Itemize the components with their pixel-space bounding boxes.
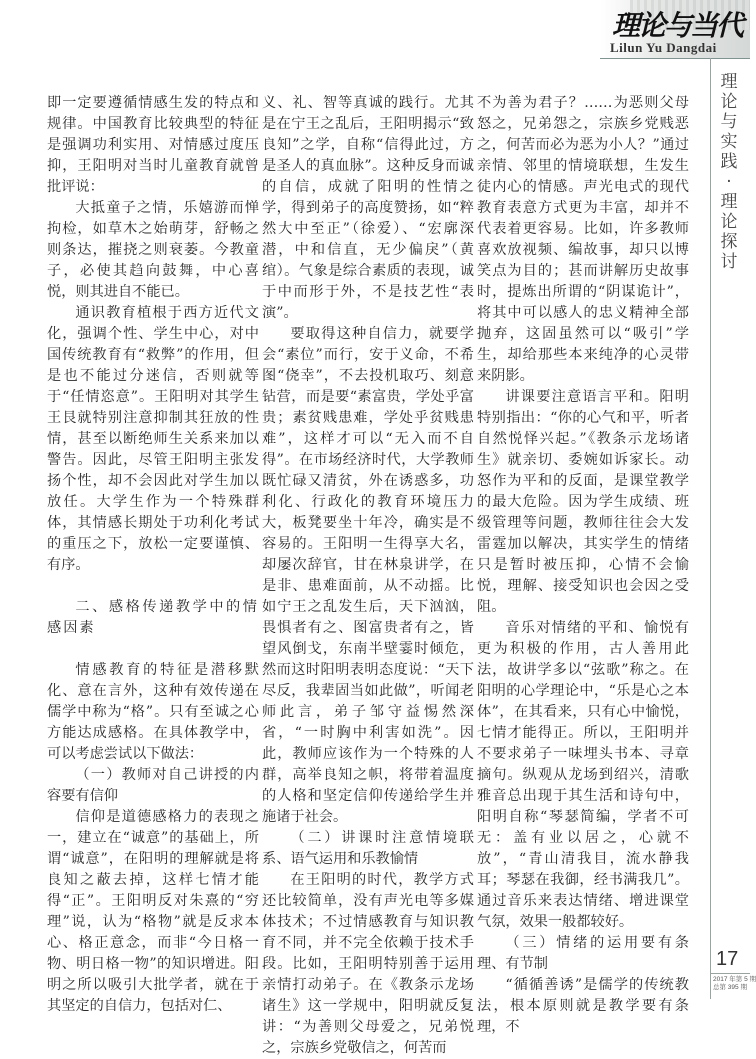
journal-logo-english: Lilun Yu Dangdai bbox=[610, 40, 717, 55]
paragraph: 不为善为君子？……为恶则父母怒之，兄弟怨之，宗族乡党贱恶之，何苦而必为恶为小人？”通过亲情、邻里的情境联想，生发生徒内心的情感。声光电式的现代教育表意方式更为丰富，却并不代表着更容易。比如，许多教师喜欢放视频、编故事，却只以博笑点为目的；甚而讲解历史故事时，提炼出所谓的“阴谋诡计”，将其中可以感人的忠义精神全部抛弃，这固虽然可以“吸引”学生，却给那些本来纯净的心灵带来阴影。 bbox=[477, 95, 689, 384]
section-label-char: 探 bbox=[720, 232, 738, 252]
text-column-3 bbox=[477, 93, 689, 1038]
page-number: 17 bbox=[716, 948, 739, 970]
header-divider bbox=[600, 58, 750, 59]
text-column-1 bbox=[47, 93, 259, 1017]
section-label-char: 理 bbox=[720, 192, 738, 212]
journal-logo-chinese: 理论与当代 bbox=[612, 9, 743, 42]
subsection-heading: （一）教师对自己讲授的内容要有信仰 bbox=[47, 767, 259, 804]
section-label-char: 论 bbox=[720, 212, 738, 232]
paragraph: 大抵童子之情，乐嬉游而惮拘检，如草木之始萌芽，舒畅之则条达，摧挠之则衰萎。今教童子，必使其趋向鼓舞，中心喜悦，则其进自不能已。 bbox=[47, 200, 259, 300]
paragraph: 在王阳明的时代，教学方式还比较简单，没有声光电等多媒体技术；不过情感教育与知识教育不同，并不完全依赖于技术手段。比如，王阳明特别善于运用亲情打动弟子。在《教条示龙场诸生》这一学规中，阳明就反复讲：“为善则父母爱之，兄弟悦之，宗族乡党敬信之，何苦而 bbox=[262, 872, 474, 1056]
section-label-char: 实 bbox=[720, 132, 738, 152]
paragraph: “循循善诱”是儒学的传统教法，根本原则就是教学要有条理，不 bbox=[477, 977, 689, 1035]
paragraph: 通识教育植根于西方近代文化，强调个性、学生中心，对中国传统教育有“救弊”的作用，但是也不能过分迷信，否则就等于“任情恣意”。王阳明对其学生王艮就特别注意抑制其狂放的性情，甚至以断绝师生关系来加以警告。因此，尽管王阳明主张发扬个性，却不会因此对学生加以放任。大学生作为一个特殊群体，其情感长期处于功利化考试的重压之下，放松一定要谨慎、有序。 bbox=[47, 305, 259, 573]
issue-info bbox=[713, 976, 756, 992]
paragraph: 信仰是道德感格力的表现之一，建立在“诚意”的基础上，所谓“诚意”，在阳明的理解就是将良知之蔽去掉，这样七情才能得“正”。王阳明反对朱熹的“穷理”说，认为“格物”就是反求本心、格正意念，而非“今日格一物、明日格一物”的知识增进。阳明之所以吸引大批学者，就在于其坚定的自信力，包括对仁、 bbox=[47, 809, 259, 1014]
paragraph: 即一定要遵循情感生发的特点和规律。中国教育比较典型的特征是强调功利实用、对情感过度压抑，王阳明对当时儿童教育就曾批评说： bbox=[47, 95, 259, 195]
section-label-char: · bbox=[726, 172, 732, 192]
issue-total-number: 总第 395 期 bbox=[713, 984, 747, 991]
footer-divider bbox=[711, 973, 750, 974]
paragraph: 情感教育的特征是潜移默化、意在言外，这种有效传递在儒学中称为“格”。只有至诚之心方能达成感格。在具体教学中，可以考虑尝试以下做法： bbox=[47, 662, 259, 762]
section-label-char: 践 bbox=[720, 152, 738, 172]
section-label-char: 讨 bbox=[720, 252, 738, 272]
sidebar-divider bbox=[710, 58, 711, 999]
section-heading: 二、感格传递教学中的情感因素 bbox=[47, 599, 259, 636]
section-label-char: 论 bbox=[720, 92, 738, 112]
paragraph: 讲课要注意语言平和。阳明特别指出：“你的心气和平，听者自然悦怿兴起。”《教条示龙场诸生》就亲切、委婉如诉家长。动怒作为平和的反面，是课堂教学的最大危险。因为学生成绩、班级管理等问题，教师往往会大发雷霆加以解决，其实学生的情绪只是暂时被压抑，心情不会愉悦，理解、接受知识也会因之受阻。 bbox=[477, 389, 689, 615]
subsection-heading: （二）讲课时注意情境联系、语气运用和乐教愉情 bbox=[262, 830, 474, 867]
section-label-char: 理 bbox=[720, 72, 738, 92]
paragraph: 义、礼、智等真诚的践行。尤其是在宁王之乱后，王阳明揭示“致良知”之学，自称“信得此过，方是圣人的真血脉”。这种反身而诚的自信，成就了阳明的性情之学，得到弟子的高度赞扬，如“粹然大中至正”（徐爱）、“宏廓深潜，中和信直，无少偏戾”（黄绾）。气象是综合素质的表现，诚于中而形于外，不是技艺性“表演”。 bbox=[262, 95, 474, 321]
text-column-2 bbox=[262, 93, 474, 1059]
subsection-heading: （三）情绪的运用要有条理、有节制 bbox=[477, 935, 689, 972]
paragraph: 要取得这种自信力，就要学会“素位”而行，安于义命，不希图“侥幸”，不去投机取巧、刻意钻营，而是要“素富贵，学处乎富贵；素贫贱患难，学处乎贫贱患难”，这样才可以“无入而不自得”。在市场经济时代，大学教师既忙碌又清贫，外在诱惑多，功利化、行政化的教育环境压力大，板凳要坐十年冷，确实是不容易的。王阳明一生得享大名，却屡次辞官，甘在林泉讲学，在是非、患难面前，从不动摇。比如宁王之乱发生后，天下汹汹，畏惧者有之、图富贵者有之，皆望风倒戈，东南半壁霎时倾危，然而这时阳明表明态度说：“天下尽反，我辈固当如此做”，听闻老师此言，弟子邹守益惕然深省，“一时胸中利害如洗”。因此，教师应该作为一个特殊的人群，高举良知之帜，将带着温度的人格和坚定信仰传递给学生并施诸于社会。 bbox=[262, 326, 474, 825]
section-label bbox=[717, 72, 741, 272]
paragraph: 音乐对情绪的平和、愉悦有更为积极的作用，古人善用此法，故讲学多以“弦歌”称之。在阳明的心学理论中，“乐是心之本体”，在其看来，只有心中愉悦，七情才能得正。所以，王阳明并不要求弟子一味埋头书本、寻章摘句。纵观从龙场到绍兴，清歌雅音总出现于其生活和诗句中，阳明自称“琴瑟简编，学者不可无：盖有业以居之，心就不放”，“青山清我目，流水静我耳；琴瑟在我御，经书满我几”。通过音乐来表达情绪、增进课堂气氛，效果一般都较好。 bbox=[477, 620, 689, 930]
section-label-char: 与 bbox=[720, 112, 738, 132]
issue-year-number: 2017 年第 5 期 bbox=[713, 976, 756, 983]
